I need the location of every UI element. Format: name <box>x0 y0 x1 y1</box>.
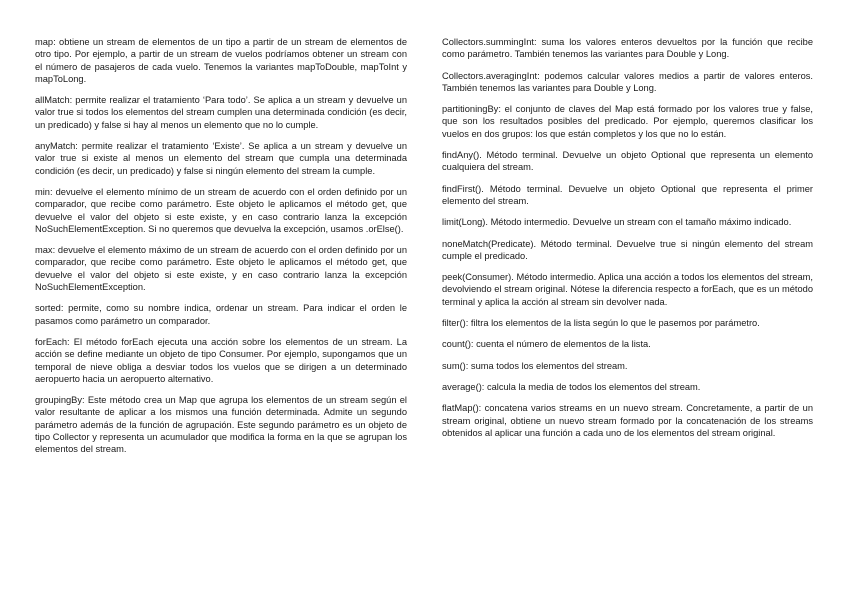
paragraph-peek: peek(Consumer). Método intermedio. Aplica una acción a todos los elementos del stream, devolviendo el stream original. Nótese la diferencia respecto a forEach, que es un método terminal y aplica la acción al stream sin devolver nada. <box>442 272 813 307</box>
left-column <box>35 36 407 465</box>
paragraph-count: count(): cuenta el número de elementos de la lista. <box>442 339 651 350</box>
paragraph-foreach: forEach: El método forEach ejecuta una acción sobre los elementos de un stream. La acción se define mediante un objeto de tipo Consumer. Por ejemplo, supongamos que un temporal de nieve obliga a desviar todos los vuelos que se dirigen a un determinado aeropuerto hacia un aeropuerto alternativo. <box>35 336 407 384</box>
paragraph-map: map: obtiene un stream de elementos de un tipo a partir de un stream de elementos de otro tipo. Por ejemplo, a partir de un stream de vuelos podríamos obtener un stream con el número de pasajeros de cada vuelo. Tenemos la variantes mapToDouble, mapToInt y mapToLong. <box>35 37 407 84</box>
paragraph-min: min: devuelve el elemento mínimo de un stream de acuerdo con el orden definido por un comparador, que recibe como parámetro. Este objeto le aplicamos el método get, que devuelve el valor del objeto si este existe, y en caso contrario lanza la excepción NoSuchElementException. Si no queremos que devuelva la excepción, usamos .orElse(). <box>35 186 407 234</box>
paragraph-limit: limit(Long). Método intermedio. Devuelve un stream con el tamaño máximo indicado. <box>442 217 792 228</box>
paragraph-allmatch: allMatch: permite realizar el tratamiento ‘Para todo’. Se aplica a un stream y devuelve un valor true si todos los elementos del stream cumplen una determinada condición (es decir, un predicado) y false si hay al menos un elemento que no lo cumple. <box>35 95 407 130</box>
paragraph-average: average(): calcula la media de todos los elementos del stream. <box>442 381 701 392</box>
paragraph-summingint: Collectors.summingInt: suma los valores enteros devueltos por la función que recibe como parámetro. También tenemos las variantes para Double y Long. <box>442 37 813 60</box>
paragraph-groupingby: groupingBy: Este método crea un Map que agrupa los elementos de un stream según el valor resultante de aplicar a los mismos una función determinada. Admite un segundo parámetro además de la función de agrupación. Este segundo parámetro es un objeto de tipo Collector y representa un acumulador que modifica la forma en la que se agrupan los elementos del stream. <box>35 395 407 455</box>
paragraph-anymatch: anyMatch: permite realizar el tratamiento ‘Existe’. Se aplica a un stream y devuelve un valor true si existe al menos un elemento del stream que cumpla una determinada condición (es decir, un predicado) y false si ningún elemento del stream la cumple. <box>35 141 407 176</box>
paragraph-sorted: sorted: permite, como su nombre indica, ordenar un stream. Para indicar el orden le pasamos como parámetro un comparador. <box>35 303 407 326</box>
paragraph-findany: findAny(). Método terminal. Devuelve un objeto Optional que representa un elemento cualquiera del stream. <box>442 150 813 173</box>
paragraph-max: max: devuelve el elemento máximo de un stream de acuerdo con el orden definido por un comparador, que recibe como parámetro. Este objeto le aplicamos el método get, que devuelve el valor del objeto si este existe, y en caso contrario lanza la excepción NoSuchElementException. <box>35 245 407 293</box>
paragraph-partitioningby: partitioningBy: el conjunto de claves del Map está formado por los valores true y false, que son los resultados posibles del predicado. Por ejemplo, queremos clasificar los vuelos en dos grupos: los que están completos y los que no lo están. <box>442 104 813 139</box>
paragraph-filter: filter(): filtra los elementos de la lista según lo que le pasemos por parámetro. <box>442 318 760 329</box>
paragraph-findfirst: findFirst(). Método terminal. Devuelve un objeto Optional que representa el primer elemento del stream. <box>442 183 813 206</box>
right-column <box>442 36 813 448</box>
paragraph-nonematch: noneMatch(Predicate). Método terminal. Devuelve true si ningún elemento del stream cumple el predicado. <box>442 238 813 261</box>
paragraph-averagingint: Collectors.averagingInt: podemos calcular valores medios a partir de valores enteros. También tenemos las variantes para Double y Long. <box>442 70 813 93</box>
paragraph-flatmap: flatMap(): concatena varios streams en un nuevo stream. Concretamente, a partir de un stream original, obtiene un nuevo stream formado por la concatenación de los streams obtenidos al aplicar una función a cada uno de los elementos del stream original. <box>442 403 813 438</box>
paragraph-sum: sum(): suma todos los elementos del stream. <box>442 360 628 371</box>
